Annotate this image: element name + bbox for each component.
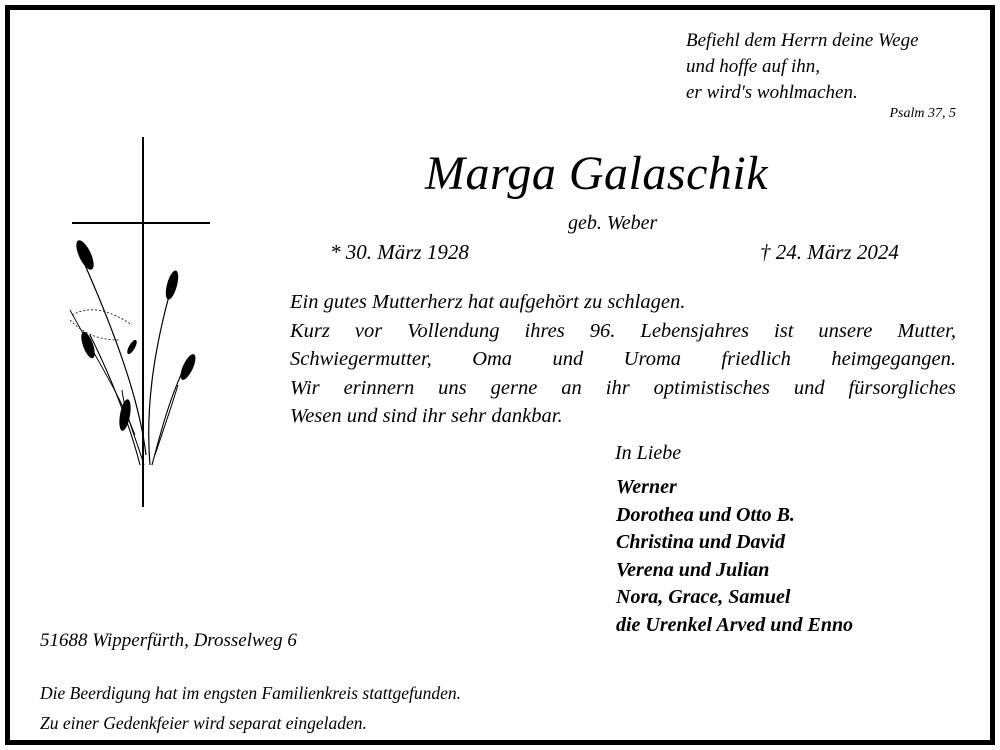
mourner-name: Werner <box>616 476 677 498</box>
mourner-name: Dorothea und Otto B. <box>616 503 795 526</box>
bible-verse <box>686 28 919 106</box>
mourners-list <box>616 474 853 639</box>
message-line: Wesen und sind ihr sehr dankbar. <box>290 405 563 427</box>
message-line: Ein gutes Mutterherz hat aufgehört zu schlagen. <box>290 291 686 313</box>
family-address: 51688 Wipperfürth, Drosselweg 6 <box>40 630 297 651</box>
death-date: † 24. März 2024 <box>760 240 899 264</box>
mourner-name: Christina und David <box>616 531 785 553</box>
verse-line: und hoffe auf ihn, <box>686 56 821 77</box>
birth-date: * 30. März 1928 <box>330 240 469 264</box>
mourner-name: Verena und Julian <box>616 558 770 581</box>
obituary-message <box>290 288 956 431</box>
deceased-name: Marga Galaschik <box>425 147 769 200</box>
funeral-notes <box>40 678 461 738</box>
cross-with-wheat-icon <box>60 135 210 510</box>
birth-name: geb. Weber <box>568 212 658 234</box>
verse-reference: Psalm 37, 5 <box>889 106 956 121</box>
mourner-name: Nora, Grace, Samuel <box>616 586 791 608</box>
message-line: Wir erinnern uns gerne an ihr optimistisches und fürsorgliches <box>290 376 956 399</box>
message-line: Schwiegermutter, Oma und Uroma friedlich heimgegangen. <box>290 348 956 370</box>
funeral-note: Zu einer Gedenkfeier wird separat eingeladen. <box>40 713 367 733</box>
funeral-note: Die Beerdigung hat im engsten Familienkreis stattgefunden. <box>40 683 462 703</box>
message-line: Kurz vor Vollendung ihres 96. Lebensjahres ist unsere Mutter, <box>290 319 956 342</box>
verse-line: er wird's wohlmachen. <box>686 82 858 103</box>
mourner-name: die Urenkel Arved und Enno <box>616 613 854 636</box>
verse-line: Befiehl dem Herrn deine Wege <box>686 30 919 51</box>
signature-intro: In Liebe <box>615 442 682 464</box>
